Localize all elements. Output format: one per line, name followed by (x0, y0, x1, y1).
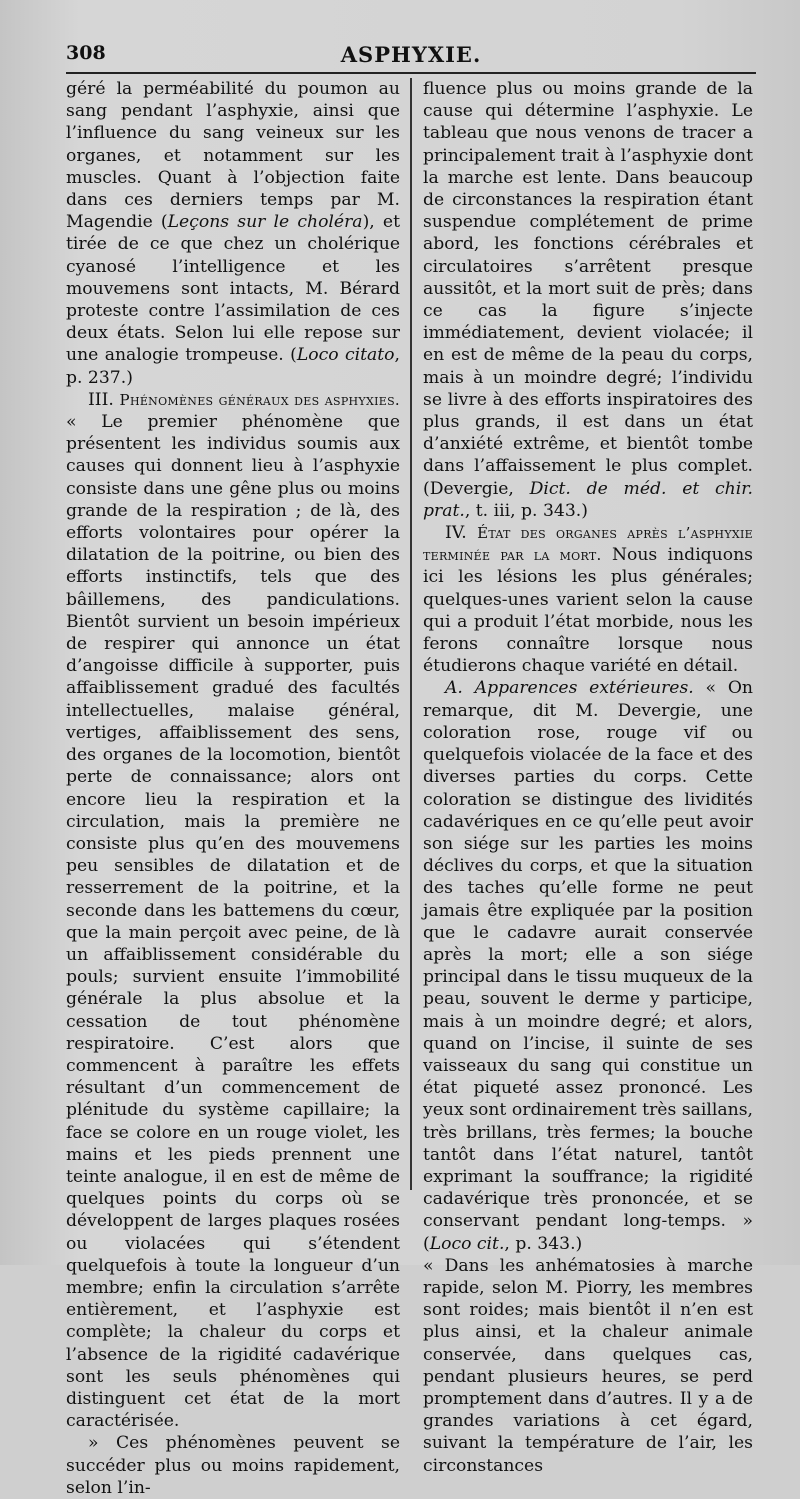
text-run: géré la perméabilité du poumon au sang pendant l’asphyxie, ainsi que l’influence du sang veineux sur les organes, et notamment sur les muscles. Quant à l’objection faite dans ces derniers temps par M. Magendie ( (66, 79, 400, 233)
text-run: Nous indiquons ici les lésions les plus générales; quelques-unes varient selon la cause qui a produit l’état morbide, nous les ferons connaître lorsque nous étudierons chaque variété en détail. (423, 545, 753, 677)
subsection-heading: A. Apparences extérieures. (445, 678, 694, 699)
italic-citation: Leçons sur le choléra (167, 212, 363, 233)
text-run: , p. 343.) (504, 1233, 583, 1254)
page-header (66, 42, 756, 74)
section-number: IV. (445, 523, 467, 544)
paragraph (423, 677, 753, 1254)
paragraph (423, 78, 753, 522)
text-run: fluence plus ou moins grande de la cause qui détermine l’asphyxie. Le tableau que nous venons de tracer a principalement trait à l’asphyxie dont la marche est lente. Dans beaucoup de circonstances la respiration étant suspendue complétement de prime abord, les fonctions cérébrales et circulatoires s’arrêtent presque aussitôt, et la mort suit de près; dans ce cas la figure s’injecte immédiatement, devient violacée; il en est de même de la peau du corps, mais à un moindre degré; l’individu se livre à des efforts inspiratoires des plus grands, il est dans un état d’anxiété extrême, et bientôt tombe dans l’affaissement le plus complet. (Devergie, (423, 79, 753, 499)
running-title: ASPHYXIE. (340, 42, 482, 67)
text-run: , p. 237.) (66, 345, 401, 388)
header-rule (66, 72, 756, 74)
text-run: ), et tirée de ce que chez un cholérique cyanosé l’intelligence et les mouvemens sont intacts, M. Bérard proteste contre l’assimilation de ces deux états. Selon lui elle repose sur une analogie trompeuse. ( (66, 212, 400, 366)
paragraph (423, 1255, 753, 1477)
paragraph (423, 522, 753, 677)
text-run: » Ces phénomènes peuvent se succéder plus ou moins rapidement, selon l’in- (66, 1433, 400, 1498)
column-divider (410, 78, 412, 1190)
section-heading: État des organes après l’asphyxie terminée par la mort. (423, 524, 753, 565)
paragraph (66, 78, 400, 389)
page-number: 308 (66, 42, 106, 64)
italic-citation: Loco citato (296, 345, 395, 366)
text-run: « Dans les anhématosies à marche rapide, selon M. Piorry, les membres sont roides; mais bientôt il n’en est plus ainsi, et la chaleur animale conservée, dans quelques cas, pendant plusieurs heures, se perd promptement dans d’autres. Il y a de grandes variations à cet égard, suivant la température de l’air, les circonstances (423, 1255, 753, 1476)
paragraph (66, 1432, 400, 1499)
text-run: , t. iii, p. 343.) (464, 500, 588, 521)
text-run: « On remarque, dit M. Devergie, une coloration rose, rouge vif ou quelquefois violacée de la face et des diverses parties du corps. Cette coloration se distingue des lividités cadavériques en ce qu’elle peut avoir son siége sur les parties les moins déclives du corps, et que la situation des taches qu’elle forme ne peut jamais être expliquée par la position que le cadavre aurait conservée après la mort; elle a son siége principal dans le tissu muqueux de la peau, souvent le derme y participe, mais à un moindre degré; et alors, quand on l’incise, il suinte de ses vaisseaux du sang qui constitue un état piqueté assez prononcé. Les yeux sont ordinairement très saillans, très brillans, très fermes; la bouche tantôt dans l’état naturel, tantôt exprimant la souffrance; la rigidité cadavérique très prononcée, et se conservant pendant long-temps. » ( (423, 678, 753, 1254)
paragraph (66, 389, 400, 1433)
section-heading: Phénomènes généraux des asphyxies. (119, 390, 401, 409)
text-run: « Le premier phénomène que présentent les individus soumis aux causes qui donnent lieu à l’asphyxie consiste dans une gêne plus ou moins grande de la respiration ; de là, des efforts volontaires pour opérer la dilatation de la poitrine, ou bien des efforts instinctifs, tels que des bâillemens, des pandiculations. Bientôt survient un besoin impérieux de respirer qui annonce un état d’angoisse difficile à supporter, puis affaiblissement gradué des facultés intellectuelles, malaise général, vertiges, affaiblissement des sens, des organes de la locomotion, bientôt perte de connaissance; alors ont encore lieu la respiration et la circulation, mais la première ne consiste plus qu’en des mouvemens peu sensibles de dilatation et de resserrement de la poitrine, et la seconde dans les battemens du cœur, que la main perçoit avec peine, de là un affaiblissement considérable du pouls; survient ensuite l’immobilité générale la plus absolue et la cessation de tout phénomène respiratoire. C’est alors que commencent à paraître les effets résultant d’un commencement de plénitude du système capillaire; la face se colore en un rouge violet, les mains et les pieds prennent une teinte analogue, il en est de même de quelques points du corps où se développent de larges plaques rosées ou violacées qui s’étendent quelquefois à toute la longueur d’un membre; enfin la circulation s’arrête entièrement, et l’asphyxie est complète; la chaleur du corps et l’absence de la rigidité cadavérique sont les seuls phénomènes qui distinguent cet état de la mort caractérisée. (66, 412, 400, 1432)
italic-citation: Dict. de méd. et chir. prat. (423, 478, 753, 521)
right-column (423, 78, 753, 1477)
italic-citation: Loco cit. (429, 1233, 505, 1254)
section-number: III. (88, 389, 114, 410)
left-column (66, 78, 400, 1499)
